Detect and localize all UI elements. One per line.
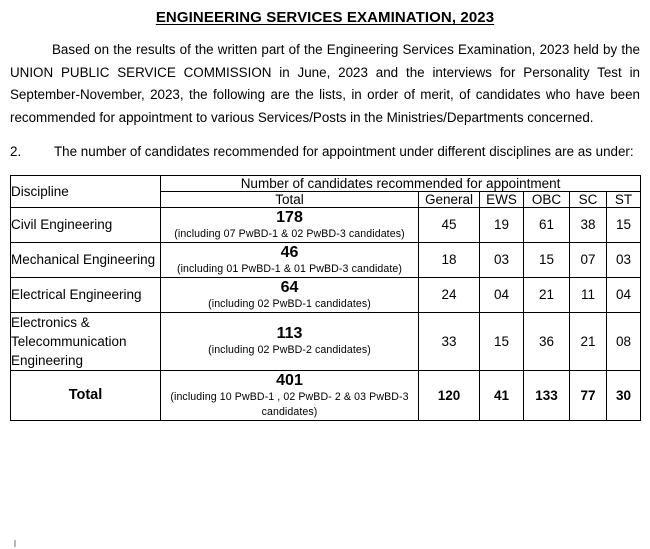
- table-row: [11, 242, 641, 277]
- row-obc: 21: [524, 277, 570, 312]
- row-st: 08: [607, 312, 641, 370]
- row-total-cell: [161, 277, 419, 312]
- row-obc: 15: [524, 242, 570, 277]
- row-total-cell: [161, 207, 419, 242]
- row-ews: 15: [480, 312, 524, 370]
- row-general: 45: [419, 207, 480, 242]
- row-st: 15: [607, 207, 641, 242]
- header-sc: SC: [570, 191, 607, 207]
- total-row-sc: 77: [570, 370, 607, 420]
- table-total-row: [11, 370, 641, 420]
- row-discipline: Civil Engineering: [11, 207, 161, 242]
- row-ews: 04: [480, 277, 524, 312]
- header-st: ST: [607, 191, 641, 207]
- total-row-general: 120: [419, 370, 480, 420]
- header-obc: OBC: [524, 191, 570, 207]
- header-group-span: Number of candidates recommended for appointment: [161, 175, 641, 191]
- row-total-number: 178: [276, 208, 303, 226]
- row-discipline: Electrical Engineering: [11, 277, 161, 312]
- total-row-note: (including 10 PwBD-1 , 02 PwBD- 2 & 03 PwBD-3 candidates): [170, 390, 409, 418]
- row-total-number: 46: [280, 243, 299, 261]
- row-total-cell: [161, 242, 419, 277]
- row-sc: 11: [570, 277, 607, 312]
- total-row-number: 401: [276, 371, 303, 389]
- total-row-total-cell: [161, 370, 419, 420]
- row-obc: 36: [524, 312, 570, 370]
- header-ews: EWS: [480, 191, 524, 207]
- row-ews: 19: [480, 207, 524, 242]
- row-general: 24: [419, 277, 480, 312]
- second-paragraph: [10, 141, 640, 164]
- row-ews: 03: [480, 242, 524, 277]
- row-sc: 21: [570, 312, 607, 370]
- header-total: Total: [161, 191, 419, 207]
- row-sc: 38: [570, 207, 607, 242]
- table-row: [11, 207, 641, 242]
- row-total-note: (including 02 PwBD-1 candidates): [208, 297, 371, 310]
- header-general: General: [419, 191, 480, 207]
- intro-paragraph: Based on the results of the written part of the Engineering Services Examination, 2023 held by the UNION PUBLIC SERVICE COMMISSION in June, 2023 and the interviews for Personality Test in September-November, 2023, the following are the lists, in order of merit, of candidates who have been recommended for appointment to various Services/Posts in the Ministries/Departments concerned.: [10, 42, 640, 125]
- header-discipline: Discipline: [11, 175, 161, 207]
- table-row: [11, 277, 641, 312]
- row-st: 04: [607, 277, 641, 312]
- total-row-st: 30: [607, 370, 641, 420]
- document-page: [0, 9, 650, 549]
- recommendations-table: [10, 175, 641, 421]
- row-discipline: Mechanical Engineering: [11, 242, 161, 277]
- row-total-note: (including 01 PwBD-1 & 01 PwBD-3 candidate): [176, 262, 403, 275]
- row-total-cell: [161, 312, 419, 370]
- row-total-number: 64: [280, 278, 299, 296]
- row-total-number: 113: [276, 325, 303, 342]
- row-st: 03: [607, 242, 641, 277]
- row-obc: 61: [524, 207, 570, 242]
- row-total-note: (including 07 PwBD-1 & 02 PwBD-3 candidates): [174, 227, 405, 240]
- page-artifact-mark: [14, 540, 16, 547]
- paragraph-number: 2.: [10, 144, 22, 159]
- row-discipline: Electronics & Telecommunication Engineering: [11, 312, 161, 370]
- total-row-label: Total: [11, 370, 161, 420]
- second-paragraph-text: The number of candidates recommended for appointment under different disciplines are as under:: [54, 144, 634, 159]
- row-total-note: (including 02 PwBD-2 candidates): [208, 344, 371, 356]
- page-title: ENGINEERING SERVICES EXAMINATION, 2023: [155, 9, 495, 26]
- table-header-row-1: [11, 175, 641, 191]
- row-general: 33: [419, 312, 480, 370]
- row-general: 18: [419, 242, 480, 277]
- total-row-ews: 41: [480, 370, 524, 420]
- total-row-obc: 133: [524, 370, 570, 420]
- row-sc: 07: [570, 242, 607, 277]
- table-row: [11, 312, 641, 370]
